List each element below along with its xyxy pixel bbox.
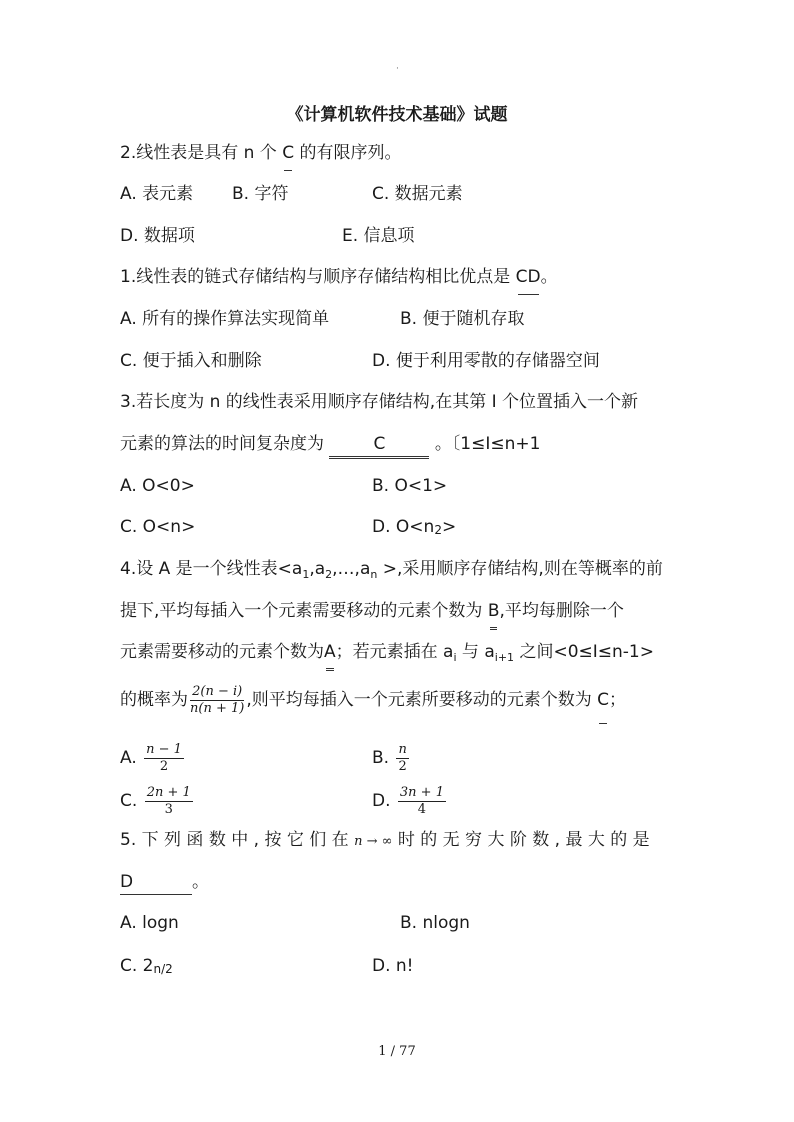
question-3-line-2: 元素的算法的时间复杂度为 C 。〔1≤I≤n+1	[120, 432, 540, 459]
answer-q5: D	[120, 870, 192, 895]
option-q2-b: B. 字符	[232, 184, 289, 204]
question-4-line-2: 提下,平均每插入一个元素需要移动的元素个数为 B ,平均每删除一个	[120, 599, 624, 623]
option-q5-c: C. 2n/2	[120, 956, 173, 976]
answer-q4-delete: A	[324, 642, 336, 662]
option-q1-a: A. 所有的操作算法实现简单	[120, 309, 330, 329]
option-q3-a: A. O<0>	[120, 476, 195, 496]
option-q4-b: B. $\frac{n}{2}$	[372, 741, 407, 774]
option-q4-c: C. $\frac{2n + 1}{3}$	[120, 784, 191, 817]
question-2-stem: 2.线性表是具有 n 个 C 的有限序列。	[120, 141, 402, 165]
option-q3-d: D. O<n2>	[372, 517, 457, 537]
option-q1-d: D. 便于利用零散的存储器空间	[372, 351, 600, 371]
option-q5-a: A. logn	[120, 913, 179, 933]
option-q3-b: B. O<1>	[372, 476, 448, 496]
page-title: 《计算机软件技术基础》试题	[286, 105, 508, 125]
question-3-line-1: 3.若长度为 n 的线性表采用顺序存储结构,在其第 I 个位置插入一个新	[120, 392, 639, 412]
question-4-line-1: 4.设 A 是一个线性表$<a_1,a_2,\dots,a_n$ >,采用顺序存储结构,则在等概率的前	[120, 559, 663, 581]
option-q1-b: B. 便于随机存取	[400, 309, 525, 329]
option-q4-d: D. $\frac{3n + 1}{4}$	[372, 784, 444, 817]
question-5-line-2: D 。	[120, 870, 209, 895]
option-q2-c: C. 数据元素	[372, 184, 463, 204]
question-1-stem: 1.线性表的链式存储结构与顺序存储结构相比优点是 CD 。	[120, 265, 558, 289]
option-q5-d: D. n!	[372, 956, 414, 976]
answer-q4-insert: B	[488, 601, 500, 621]
answer-q4-weighted: C	[597, 690, 609, 710]
question-4-line-4: 的概率为 $\frac{2(n - i)}{n(n + 1)}$ ,则平均每插入一个元素所要移动的元素个数为 C ；	[120, 680, 626, 720]
option-q5-b: B. nlogn	[400, 913, 470, 933]
option-q2-e: E. 信息项	[342, 226, 415, 246]
answer-q3: C	[329, 432, 429, 459]
answer-q1: CD	[516, 267, 541, 287]
question-5-line-1: 5. 下 列 函 数 中 , 按 它 们 在 n → ∞ 时 的 无 穷 大 阶 数 , 最 大 的 是	[120, 830, 650, 850]
header-dot: ·	[396, 64, 399, 74]
option-q4-a: A. $\frac{n - 1}{2}$	[120, 741, 182, 774]
page-number: 1 / 77	[378, 1044, 416, 1059]
question-4-line-3: 元素需要移动的元素个数为A ；若元素插在 $a_i$ 与 $a_{i+1}$ 之间<0≤I≤n-1>	[120, 640, 654, 670]
probability-fraction: $\frac{2(n - i)}{n(n + 1)}$	[190, 683, 245, 716]
answer-q2: C	[282, 143, 294, 163]
option-q2-a: A. 表元素	[120, 184, 194, 204]
option-q1-c: C. 便于插入和删除	[120, 351, 262, 371]
option-q3-c: C. O<n>	[120, 517, 196, 537]
option-q2-d: D. 数据项	[120, 226, 195, 246]
